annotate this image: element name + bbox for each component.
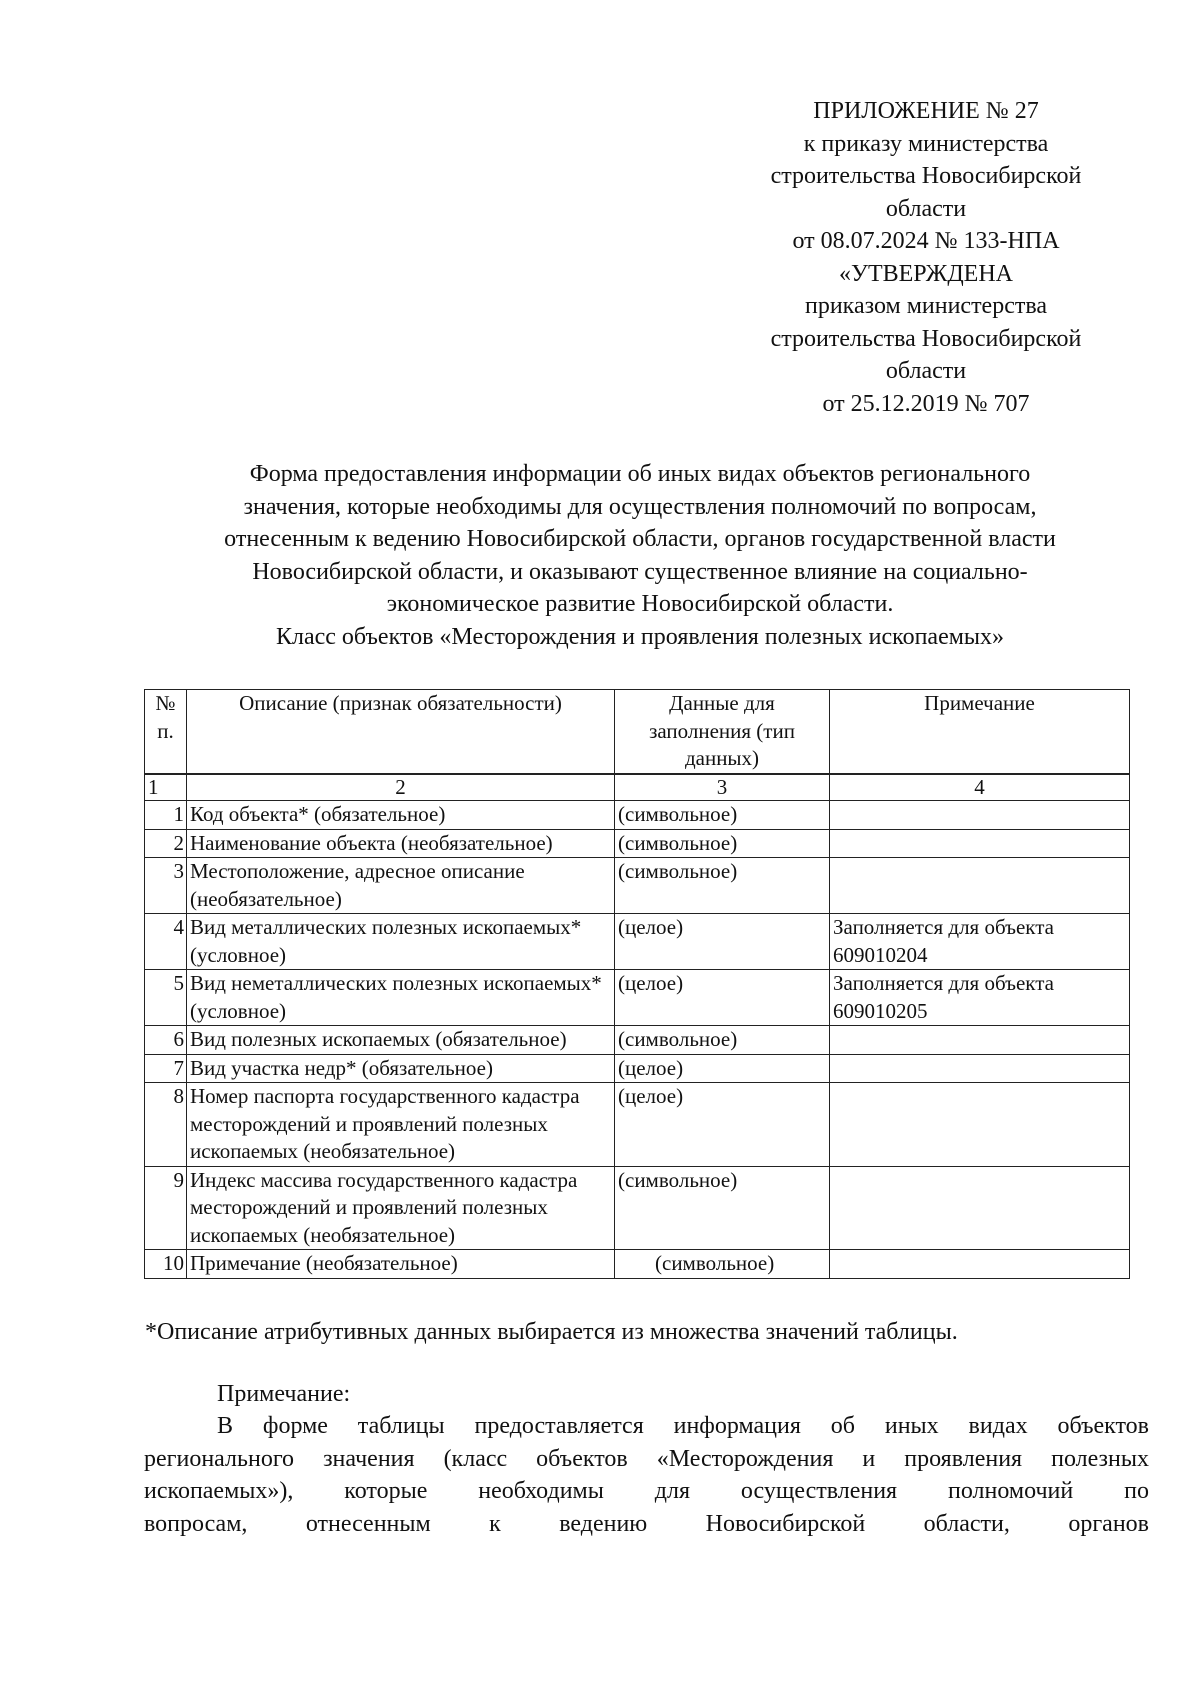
- row-note: [830, 858, 1130, 914]
- row-number: 3: [145, 858, 187, 914]
- row-description: Вид полезных ископаемых (обязательное): [187, 1026, 615, 1055]
- row-data-type: (целое): [615, 914, 830, 970]
- row-note: [830, 801, 1130, 830]
- header-cell-number: № п.: [145, 690, 187, 775]
- title-line: значения, которые необходимы для осуществления полномочий по вопросам,: [243, 493, 1037, 520]
- title-line: Форма предоставления информации об иных видах объектов регионального: [249, 461, 1031, 487]
- table-row: [145, 1054, 1130, 1083]
- row-description: Местоположение, адресное описание (необязательное): [187, 858, 615, 914]
- table-row: [145, 829, 1130, 858]
- row-number: 1: [145, 801, 187, 830]
- row-description: Вид участка недр* (обязательное): [187, 1054, 615, 1083]
- row-data-type: (целое): [615, 970, 830, 1026]
- note-body: [144, 1410, 1149, 1540]
- table-row: [145, 1250, 1130, 1279]
- row-note: [830, 1166, 1130, 1250]
- row-number: 2: [145, 829, 187, 858]
- row-number: 8: [145, 1083, 187, 1167]
- row-description: Примечание (необязательное): [187, 1250, 615, 1279]
- row-number: 6: [145, 1026, 187, 1055]
- row-data-type: (символьное): [615, 1166, 830, 1250]
- header-line: от 08.07.2024 № 133-НПА: [792, 228, 1060, 254]
- row-number: 9: [145, 1166, 187, 1250]
- header-line: ПРИЛОЖЕНИЕ № 27: [813, 98, 1039, 124]
- title-line: Новосибирской области, и оказывают существенное влияние на социально-: [252, 558, 1028, 585]
- row-note: Заполняется для объекта 609010205: [830, 970, 1130, 1026]
- title-line: отнесенным к ведению Новосибирской области, органов государственной власти: [224, 526, 1056, 552]
- header-line: от 25.12.2019 № 707: [822, 390, 1030, 417]
- header-line: области: [885, 358, 967, 384]
- header-line: приказом министерства: [804, 293, 1048, 319]
- title-line: экономическое развитие Новосибирской области.: [386, 591, 894, 617]
- note-line: В форме таблицы предоставляется информация об иных видах объектов: [217, 1413, 1149, 1439]
- row-data-type: (символьное): [615, 829, 830, 858]
- table-row: [145, 970, 1130, 1026]
- header-line: строительства Новосибирской: [770, 163, 1082, 189]
- row-description: Номер паспорта государственного кадастра месторождений и проявлений полезных ископаемых (необязательное): [187, 1083, 615, 1167]
- row-data-type: (символьное): [615, 1250, 830, 1279]
- row-note: [830, 829, 1130, 858]
- table-row: [145, 1026, 1130, 1055]
- row-description: Наименование объекта (необязательное): [187, 829, 615, 858]
- row-number: 4: [145, 914, 187, 970]
- form-title: [135, 458, 1145, 653]
- column-number: 2: [187, 774, 615, 801]
- row-note: [830, 1054, 1130, 1083]
- header-line: «УТВЕРЖДЕНА: [838, 260, 1014, 287]
- row-data-type: (символьное): [615, 1026, 830, 1055]
- row-description: Вид неметаллических полезных ископаемых* (условное): [187, 970, 615, 1026]
- row-number: 7: [145, 1054, 187, 1083]
- table-row: [145, 858, 1130, 914]
- column-number: 3: [615, 774, 830, 801]
- row-data-type: (целое): [615, 1054, 830, 1083]
- form-table: [144, 689, 1130, 1279]
- row-note: [830, 1083, 1130, 1167]
- row-note: [830, 1026, 1130, 1055]
- note-line: ископаемых»), которые необходимы для осуществления полномочий по: [144, 1478, 1149, 1504]
- title-line: Класс объектов «Месторождения и проявления полезных ископаемых»: [275, 623, 1005, 650]
- header-line: к приказу министерства: [803, 130, 1049, 157]
- row-description: Индекс массива государственного кадастра месторождений и проявлений полезных ископаемых (необязательное): [187, 1166, 615, 1250]
- row-data-type: (символьное): [615, 858, 830, 914]
- row-data-type: (целое): [615, 1083, 830, 1167]
- note-line: регионального значения (класс объектов «Месторождения и проявления полезных: [144, 1445, 1149, 1472]
- column-number: 4: [830, 774, 1130, 801]
- row-note: [830, 1250, 1130, 1279]
- row-note: Заполняется для объекта 609010204: [830, 914, 1130, 970]
- note-title: Примечание:: [217, 1381, 351, 1407]
- row-number: 10: [145, 1250, 187, 1279]
- table-row: [145, 914, 1130, 970]
- header-line: строительства Новосибирской: [770, 325, 1082, 352]
- header-cell-data-type: Данные для заполнения (тип данных): [615, 690, 830, 775]
- table-footnote: *Описание атрибутивных данных выбирается из множества значений таблицы.: [145, 1319, 958, 1345]
- table-row: [145, 1083, 1130, 1167]
- note-line: вопросам, отнесенным к ведению Новосибирской области, органов: [144, 1510, 1149, 1537]
- column-numbers-row: [145, 774, 1130, 801]
- row-data-type: (символьное): [615, 801, 830, 830]
- header-cell-description: Описание (признак обязательности): [187, 690, 615, 775]
- table-row: [145, 1166, 1130, 1250]
- row-description: Вид металлических полезных ископаемых* (условное): [187, 914, 615, 970]
- column-number: 1: [145, 774, 187, 801]
- approval-header: [716, 95, 1136, 420]
- row-number: 5: [145, 970, 187, 1026]
- header-line: области: [885, 195, 967, 222]
- table-header-row: [145, 690, 1130, 775]
- header-cell-note: Примечание: [830, 690, 1130, 775]
- table-row: [145, 801, 1130, 830]
- row-description: Код объекта* (обязательное): [187, 801, 615, 830]
